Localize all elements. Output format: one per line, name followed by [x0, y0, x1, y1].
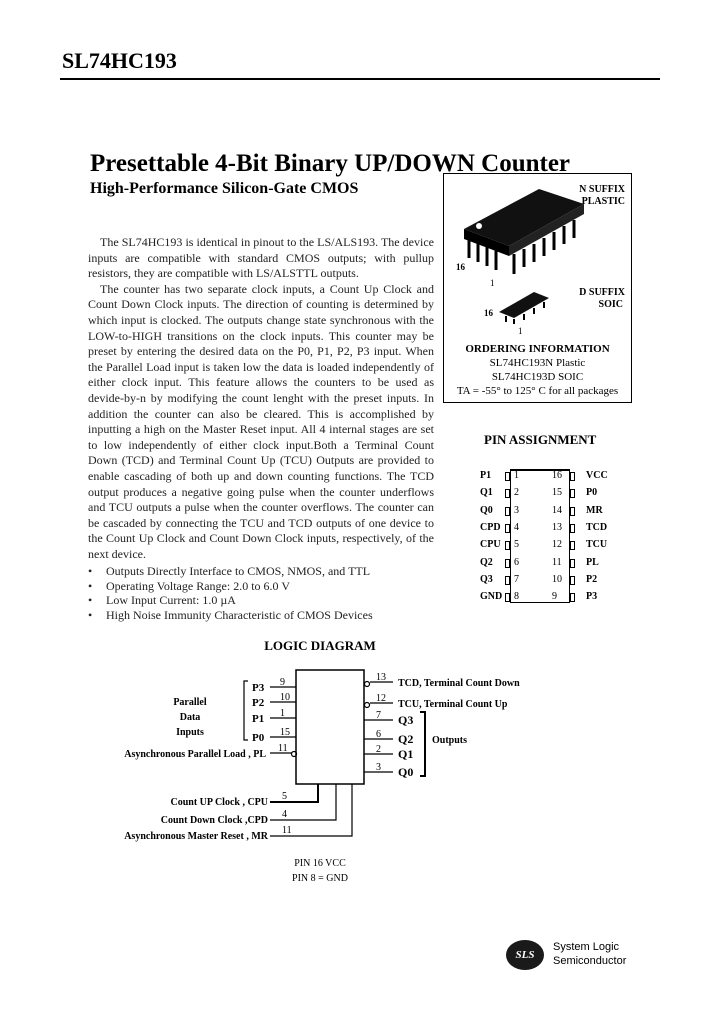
feature-item: • Outputs Directly Interface to CMOS, NMOS, and TTL — [88, 564, 434, 579]
pin-number: 6 — [514, 556, 519, 568]
clock-line — [270, 784, 318, 802]
pin-assignment-title: PIN ASSIGNMENT — [484, 432, 597, 447]
pin-number: 3 — [376, 762, 381, 773]
pin-number: 8 — [514, 591, 519, 603]
pin-stub — [570, 489, 575, 498]
pin-number: 12 — [552, 539, 562, 551]
pin-number: 11 — [278, 743, 288, 754]
page-subtitle: High-Performance Silicon-Gate CMOS — [90, 180, 359, 197]
company-name-line: Semiconductor — [553, 955, 627, 967]
soic-package-icon — [499, 292, 549, 324]
pin-number: 16 — [552, 470, 562, 481]
input-bracket — [244, 681, 248, 740]
output-label: TCU, Terminal Count Up — [398, 699, 508, 710]
ordering-info — [444, 342, 631, 398]
output-label: Q3 — [398, 713, 414, 727]
input-label: P3 — [252, 682, 265, 694]
pin-stub — [505, 507, 510, 516]
description-paragraph: The counter has two separate clock inputs, a Count Up Clock and Count Down Clock inputs. The direction of counting is determined by which input is clocked. The outputs change state synchronous with the LOW-to-HIGH transitions on the clock inputs. This counter may be preset by entering the desired data on the P0, P1, P2, P3 input. When the Parallel Load input is taken low the data is loaded independently of either clock input. This feature allows the counters to be used as devide-by-n by modifying the count lenght with the preset inputs. In addition the counter can also be cleared. This is accomplished by inputting a high on the Master Reset input. All 4 internal stages are set to low independently of either clock input.Both a Terminal Count Down (TCD) and Terminal Count Up (TCU) Outputs are provided to enable cascading of both up and down counting functions. The TCD output produces a negative going pulse when the counter underflows and TCU outputs a pulse when the counter overflows. The counter can be cascaded by connecting the TCU and TCD outputs of one device to the Count Up Clock and Count Down Clock inputs, respectively, of the next device. — [88, 281, 434, 561]
pin-number: 9 — [552, 591, 557, 603]
output-label: TCD, Terminal Count Down — [398, 678, 520, 689]
pin-stub — [505, 524, 510, 533]
pin-number: 4 — [282, 809, 287, 820]
pin-number: 13 — [376, 672, 386, 683]
pin-name: Q0 — [480, 504, 493, 516]
logic-diagram-title: LOGIC DIAGRAM — [264, 638, 376, 653]
order-item: SL74HC193D SOIC — [491, 371, 584, 383]
pin-stub — [505, 593, 510, 602]
d-package-type: SOIC — [598, 299, 623, 310]
pin-number: 14 — [552, 504, 562, 516]
counter-block — [296, 670, 364, 784]
pin-number: 7 — [376, 710, 381, 721]
input-label: Count Down Clock ,CPD — [160, 815, 268, 826]
input-label: P2 — [252, 697, 265, 709]
pin-number: 2 — [514, 487, 519, 499]
pin-stub — [570, 559, 575, 568]
pin-name: CPD — [480, 521, 501, 533]
pin-name: PL — [586, 556, 599, 568]
input-group-label: Inputs — [176, 727, 204, 738]
pin-number: 4 — [514, 521, 519, 533]
pin-name: P1 — [480, 470, 492, 481]
input-label: P0 — [252, 732, 265, 744]
output-group-label: Outputs — [432, 735, 468, 746]
pin-name: TCD — [586, 521, 608, 533]
output-label: Q0 — [398, 765, 414, 779]
pin-number: 10 — [552, 573, 562, 585]
pin-1-label: 1 — [490, 278, 495, 288]
pin-1-label: 1 — [518, 326, 523, 336]
output-label: Q1 — [398, 747, 414, 761]
pin-16-label: 16 — [456, 262, 465, 272]
pin-stub — [505, 489, 510, 498]
pin-name: CPU — [480, 539, 501, 551]
power-note: PIN 16 VCC — [294, 858, 346, 869]
pin-number: 6 — [376, 729, 381, 740]
page-title: Presettable 4-Bit Binary UP/DOWN Counter — [90, 150, 571, 177]
temperature-range: TA = -55° to 125° C for all packages — [456, 385, 619, 397]
pin-number: 5 — [514, 539, 519, 551]
pin-stub — [570, 593, 575, 602]
pin-stub — [570, 507, 575, 516]
n-package-type: PLASTIC — [581, 196, 625, 207]
pin-name: MR — [586, 504, 603, 516]
description-paragraph: The SL74HC193 is identical in pinout to the LS/ALS193. The device inputs are compatible with standard CMOS outputs; with pullup resistors, they are compatible with LS/ALSTTL outputs. — [88, 235, 434, 281]
dip-package-icon — [464, 189, 584, 274]
company-name-line: System Logic — [553, 941, 620, 953]
pin-name: P2 — [586, 573, 598, 585]
pin-number: 5 — [282, 791, 287, 802]
header-rule — [60, 78, 660, 80]
pin-number: 1 — [280, 708, 285, 719]
input-label: Count UP Clock , CPU — [170, 797, 268, 808]
pin-number: 1 — [514, 470, 519, 481]
pin-stub — [570, 472, 575, 481]
pin-number: 7 — [514, 573, 519, 585]
pin-number: 15 — [280, 727, 290, 738]
pin-number: 10 — [280, 692, 290, 703]
package-box — [443, 173, 632, 403]
pin-number: 9 — [280, 677, 285, 688]
pin-stub — [505, 576, 510, 585]
input-group-label: Parallel — [173, 697, 207, 708]
ordering-title: ORDERING INFORMATION — [465, 343, 610, 355]
input-label: Asynchronous Master Reset , MR — [124, 831, 268, 842]
pin-name: Q2 — [480, 556, 493, 568]
feature-list — [88, 564, 434, 622]
pin-name: Q1 — [480, 487, 493, 499]
feature-item: • High Noise Immunity Characteristic of CMOS Devices — [88, 608, 434, 623]
pin-number: 3 — [514, 504, 519, 516]
description-column — [88, 235, 434, 622]
feature-item: • Operating Voltage Range: 2.0 to 6.0 V — [88, 579, 434, 594]
company-logo: SLS — [506, 940, 544, 970]
pin-name: P0 — [586, 487, 598, 499]
pin-number: 2 — [376, 744, 381, 755]
pin-stub — [505, 472, 510, 481]
pin-number: 11 — [282, 825, 292, 836]
pin-number: 12 — [376, 693, 386, 704]
pin-name: VCC — [586, 470, 608, 481]
inversion-bubble — [365, 682, 370, 687]
description — [88, 235, 434, 562]
logic-diagram — [0, 630, 720, 890]
pin-name: Q3 — [480, 573, 493, 585]
pin-stub — [505, 559, 510, 568]
inversion-bubble — [365, 703, 370, 708]
pin-number: 11 — [552, 556, 562, 568]
pin-number: 15 — [552, 487, 562, 499]
ground-note: PIN 8 = GND — [292, 873, 348, 884]
pin-name: GND — [480, 591, 503, 603]
company-name — [553, 940, 626, 968]
order-item: SL74HC193N Plastic — [489, 357, 586, 369]
output-bracket — [420, 712, 425, 776]
pin-stub — [570, 541, 575, 550]
pin-16-label: 16 — [484, 308, 493, 318]
pin-number: 13 — [552, 521, 562, 533]
pin-name: TCU — [586, 539, 608, 551]
feature-item: • Low Input Current: 1.0 µA — [88, 593, 434, 608]
output-label: Q2 — [398, 732, 414, 746]
parallel-load-label: Asynchronous Parallel Load , PL — [124, 749, 266, 760]
input-group-label: Data — [179, 712, 201, 723]
pin-stub — [570, 576, 575, 585]
d-suffix-label: D SUFFIX — [579, 287, 625, 298]
pin-name: P3 — [586, 591, 598, 603]
n-suffix-label: N SUFFIX — [579, 184, 625, 195]
part-number-header: SL74HC193 — [62, 48, 177, 73]
input-label: P1 — [252, 713, 265, 725]
pin-stub — [505, 541, 510, 550]
pin-stub — [570, 524, 575, 533]
